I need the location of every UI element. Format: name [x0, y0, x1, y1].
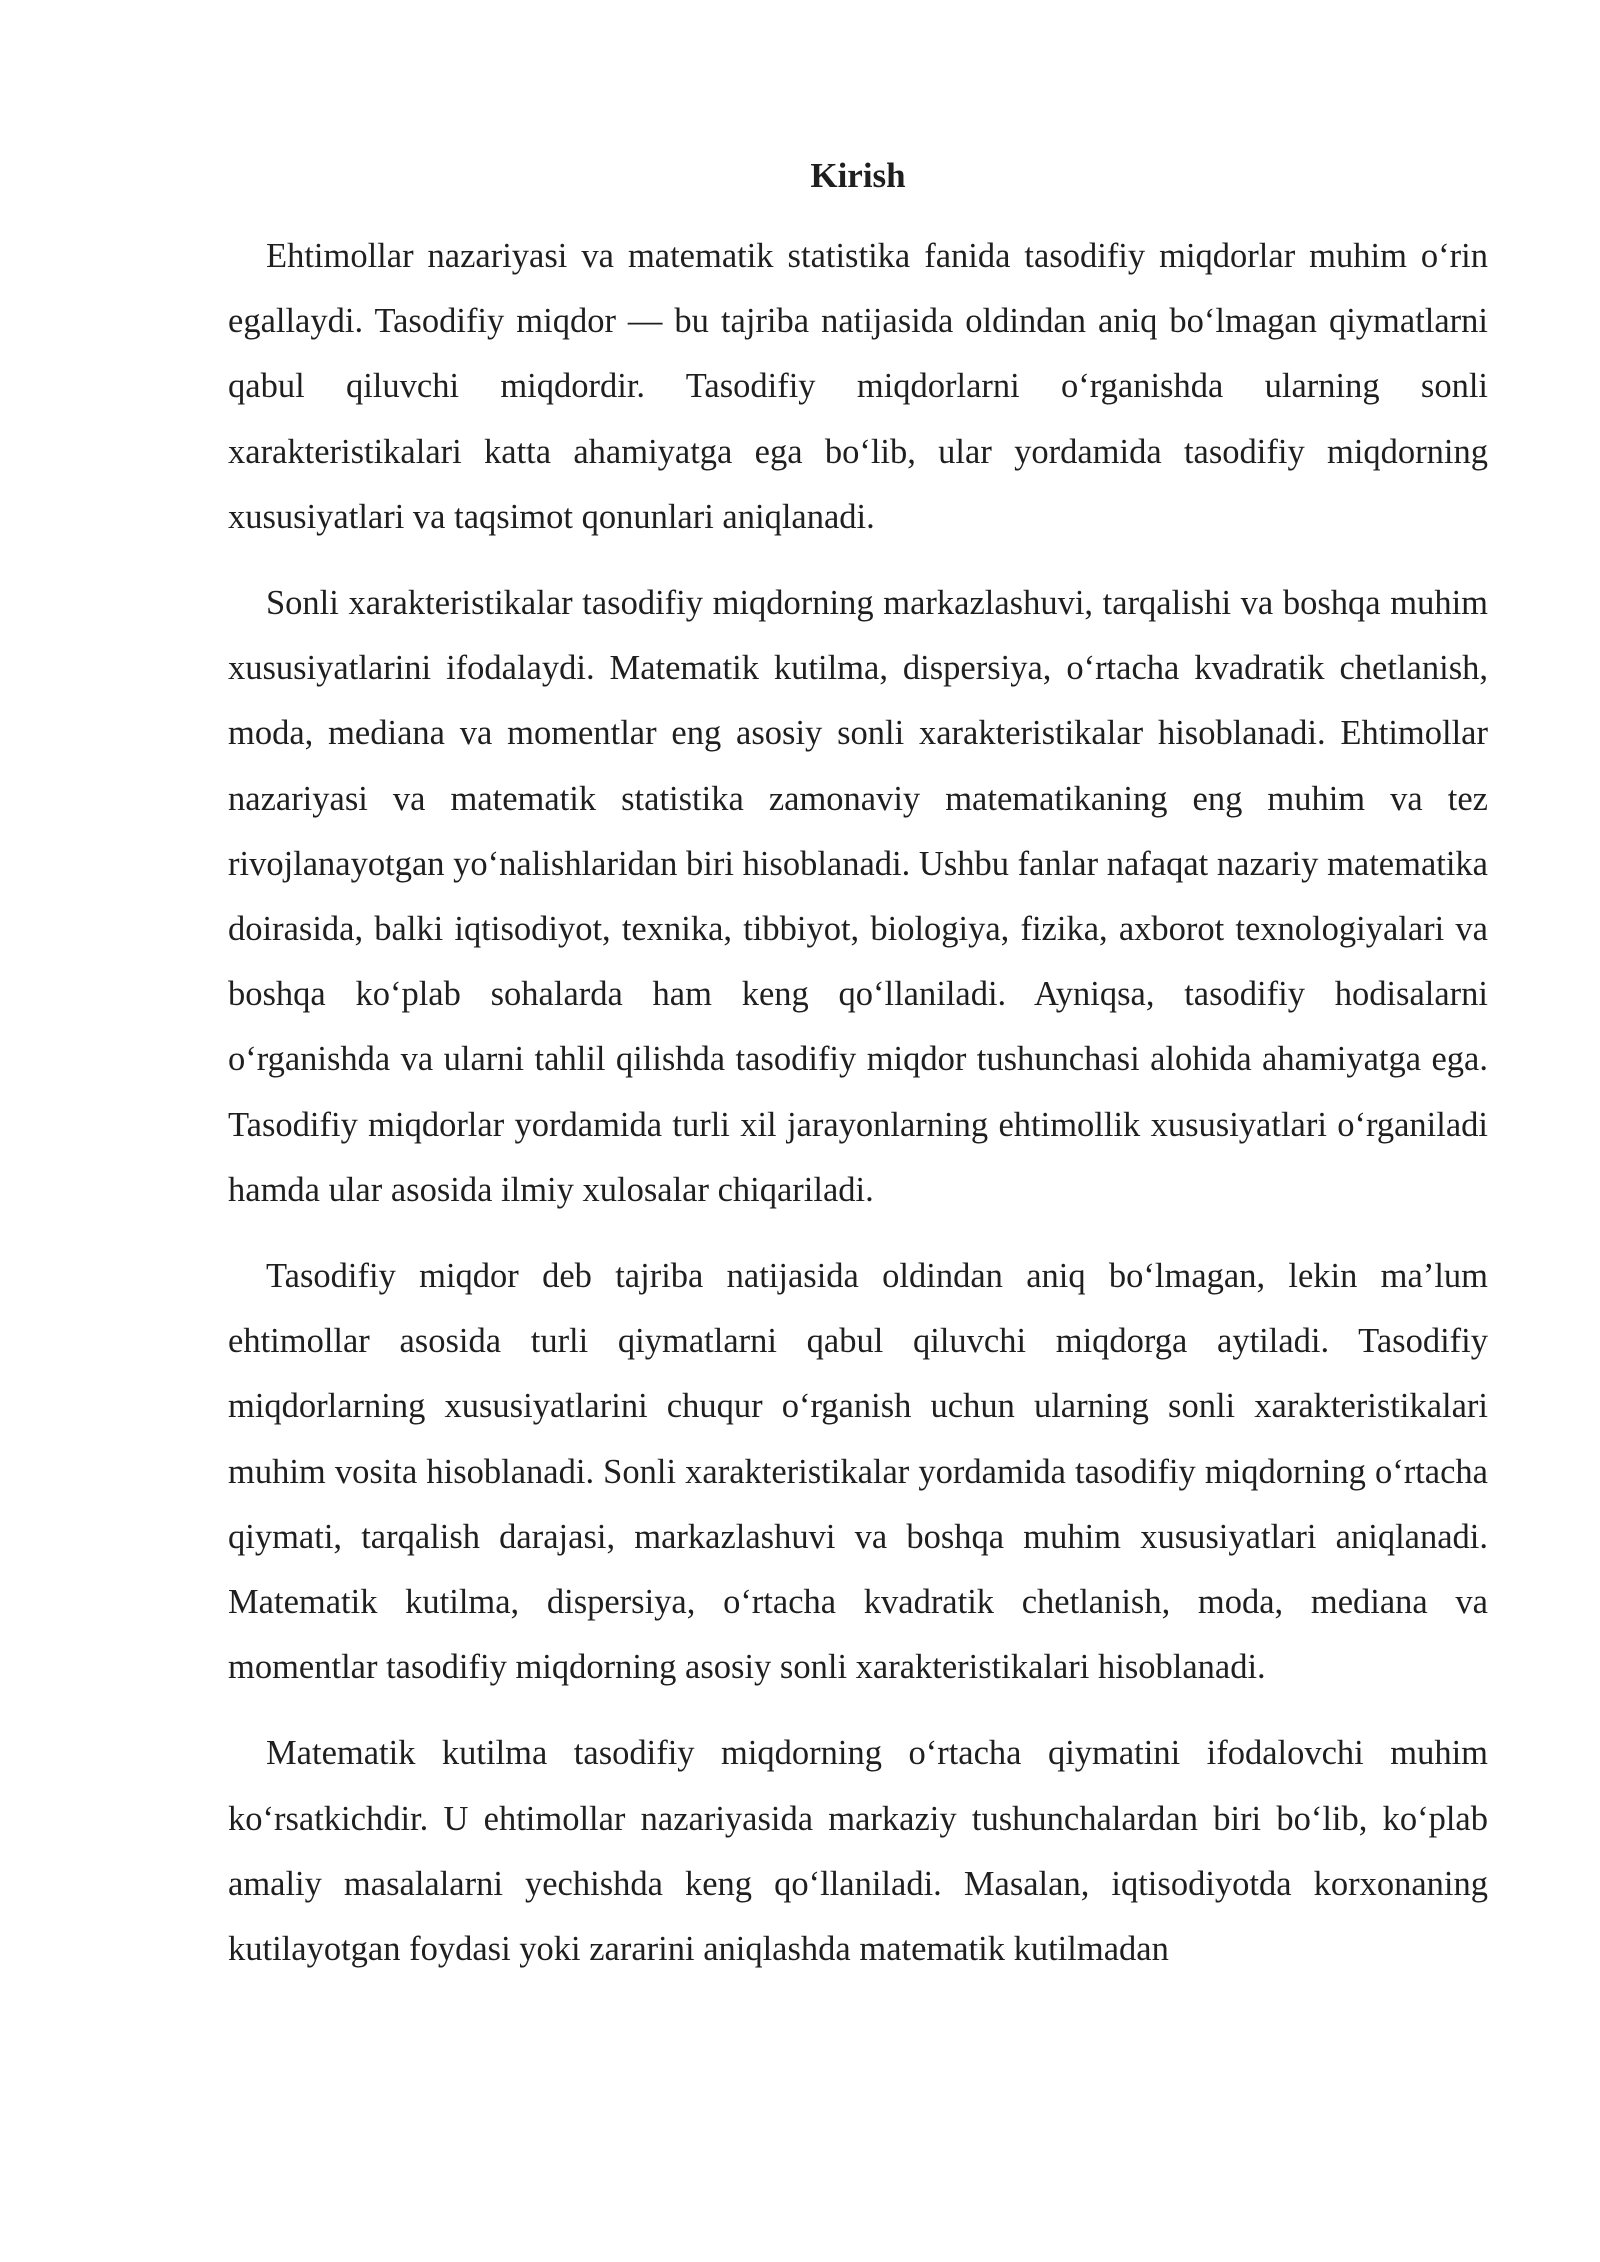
paragraph-3: Tasodifiy miqdor deb tajriba natijasida oldindan aniq bo‘lmagan, lekin ma’lum ehtimollar asosida turli qiymatlarni qabul qiluvchi miqdorga aytiladi. Tasodifiy miqdorlarning xususiyatlarini chuqur o‘rganish uchun ularning sonli xarakteristikalari muhim vosita hisoblanadi. Sonli xarakteristikalar yordamida tasodifiy miqdorning o‘rtacha qiymati, tarqalish darajasi, markazlashuvi va boshqa muhim xususiyatlari aniqlanadi. Matematik kutilma, dispersiya, o‘rtacha kvadratik chetlanish, moda, mediana va momentlar tasodifiy miqdorning asosiy sonli xarakteristikalari hisoblanadi.	[228, 1257, 1488, 1687]
document-page	[228, 148, 1488, 1982]
page-title: Kirish	[810, 156, 906, 195]
paragraph-1: Ehtimollar nazariyasi va matematik statistika fanida tasodifiy miqdorlar muhim o‘rin egallaydi. Tasodifiy miqdor — bu tajriba natijasida oldindan aniq bo‘lmagan qiymatlarni qabul qiluvchi miqdordir. Tasodifiy miqdorlarni o‘rganishda ularning sonli xarakteristikalari katta ahamiyatga ega bo‘lib, ular yordamida tasodifiy miqdorning xususiyatlari va taqsimot qonunlari aniqlanadi.	[228, 237, 1488, 536]
paragraph-2: Sonli xarakteristikalar tasodifiy miqdorning markazlashuvi, tarqalishi va boshqa muhim xususiyatlarini ifodalaydi. Matematik kutilma, dispersiya, o‘rtacha kvadratik chetlanish, moda, mediana va momentlar eng asosiy sonli xarakteristikalar hisoblanadi. Ehtimollar nazariyasi va matematik statistika zamonaviy matematikaning eng muhim va tez rivojlanayotgan yo‘nalishlaridan biri hisoblanadi. Ushbu fanlar nafaqat nazariy matematika doirasida, balki iqtisodiyot, texnika, tibbiyot, biologiya, fizika, axborot texnologiyalari va boshqa ko‘plab sohalarda ham keng qo‘llaniladi. Ayniqsa, tasodifiy hodisalarni o‘rganishda va ularni tahlil qilishda tasodifiy miqdor tushunchasi alohida ahamiyatga ega. Tasodifiy miqdorlar yordamida turli xil jarayonlarning ehtimollik xususiyatlari o‘rganiladi hamda ular asosida ilmiy xulosalar chiqariladi.	[228, 584, 1488, 1209]
paragraph-4: Matematik kutilma tasodifiy miqdorning o‘rtacha qiymatini ifodalovchi muhim ko‘rsatkichdir. U ehtimollar nazariyasida markaziy tushunchalardan biri bo‘lib, ko‘plab amaliy masalalarni yechishda keng qo‘llaniladi. Masalan, iqtisodiyotda korxonaning kutilayotgan foydasi yoki zararini aniqlashda matematik kutilmadan	[228, 1734, 1488, 1969]
